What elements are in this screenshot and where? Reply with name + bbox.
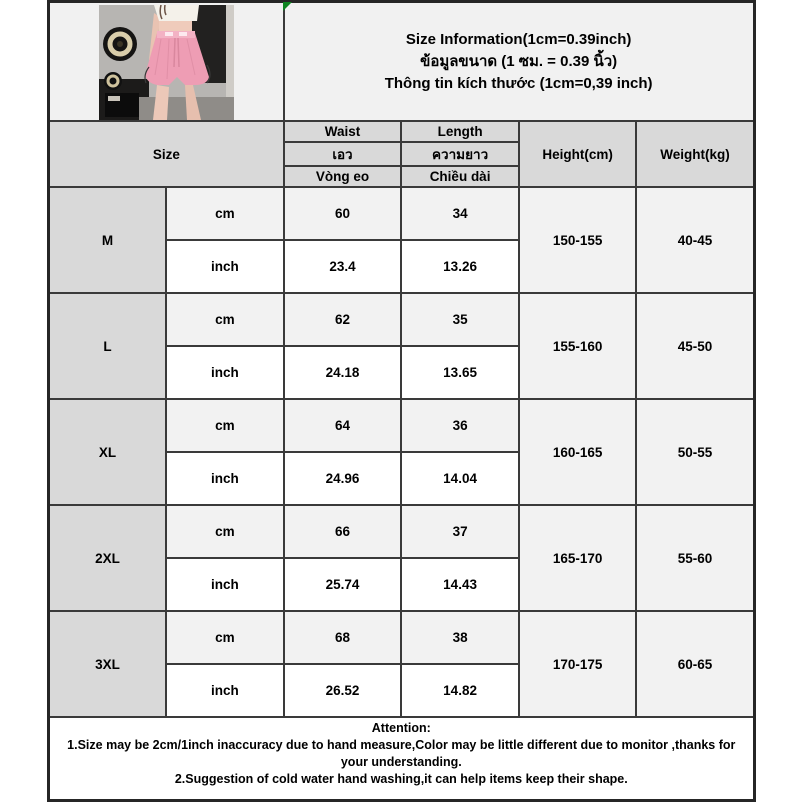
- height-value: 150-155: [519, 187, 637, 293]
- waist-header-th: เอว: [284, 142, 402, 166]
- length-inch-value: 14.82: [401, 664, 519, 717]
- product-photo: [99, 5, 234, 120]
- waist-inch-value: 23.4: [284, 240, 402, 293]
- header-row: [49, 2, 755, 122]
- height-value: 160-165: [519, 399, 637, 505]
- attention-row: [49, 717, 755, 800]
- waist-header-vi: Vòng eo: [284, 166, 402, 187]
- waist-cm-value: 68: [284, 611, 402, 664]
- length-cm-value: 36: [401, 399, 519, 452]
- weight-value: 55-60: [636, 505, 754, 611]
- length-header-vi: Chiều dài: [401, 166, 519, 187]
- length-inch-value: 13.65: [401, 346, 519, 399]
- waist-inch-value: 26.52: [284, 664, 402, 717]
- unit-label-cm: cm: [166, 505, 284, 558]
- waist-cm-value: 62: [284, 293, 402, 346]
- length-cm-value: 38: [401, 611, 519, 664]
- column-header-row-1: [49, 121, 755, 142]
- size-label: 2XL: [49, 505, 167, 611]
- length-cm-value: 35: [401, 293, 519, 346]
- length-cm-value: 34: [401, 187, 519, 240]
- waist-cm-value: 64: [284, 399, 402, 452]
- green-flag-marker: [283, 2, 292, 11]
- unit-label-inch: inch: [166, 346, 284, 399]
- waist-inch-value: 24.96: [284, 452, 402, 505]
- length-cm-value: 37: [401, 505, 519, 558]
- weight-column-header: Weight(kg): [636, 121, 754, 187]
- unit-label-cm: cm: [166, 187, 284, 240]
- weight-value: 40-45: [636, 187, 754, 293]
- attention-note: [49, 717, 755, 800]
- length-inch-value: 13.26: [401, 240, 519, 293]
- unit-label-inch: inch: [166, 558, 284, 611]
- length-inch-value: 14.43: [401, 558, 519, 611]
- size-column-header: Size: [49, 121, 284, 187]
- size-info-title-th: ข้อมูลขนาด (1 ซม. = 0.39 นิ้ว): [420, 52, 618, 70]
- size-chart-table: [47, 0, 756, 802]
- waist-inch-value: 25.74: [284, 558, 402, 611]
- weight-value: 50-55: [636, 399, 754, 505]
- table-row: [49, 611, 755, 664]
- weight-value: 45-50: [636, 293, 754, 399]
- size-info-title-en: Size Information(1cm=0.39inch): [405, 30, 632, 48]
- length-header-th: ความยาว: [401, 142, 519, 166]
- height-value: 165-170: [519, 505, 637, 611]
- unit-label-inch: inch: [166, 240, 284, 293]
- unit-label-cm: cm: [166, 293, 284, 346]
- height-value: 155-160: [519, 293, 637, 399]
- product-photo-cell: [49, 2, 284, 122]
- product-photo-illustration: [99, 5, 234, 120]
- attention-line-2: 2.Suggestion of cold water hand washing,it can help items keep their shape.: [174, 772, 628, 786]
- size-label: 3XL: [49, 611, 167, 717]
- length-inch-value: 14.04: [401, 452, 519, 505]
- waist-cm-value: 60: [284, 187, 402, 240]
- table-row: [49, 399, 755, 452]
- unit-label-inch: inch: [166, 452, 284, 505]
- attention-title: Attention:: [371, 721, 431, 735]
- unit-label-inch: inch: [166, 664, 284, 717]
- waist-header-en: Waist: [284, 121, 402, 142]
- size-info-header: [284, 2, 754, 122]
- height-column-header: Height(cm): [519, 121, 637, 187]
- size-label: L: [49, 293, 167, 399]
- size-label: XL: [49, 399, 167, 505]
- height-value: 170-175: [519, 611, 637, 717]
- unit-label-cm: cm: [166, 611, 284, 664]
- waist-inch-value: 24.18: [284, 346, 402, 399]
- unit-label-cm: cm: [166, 399, 284, 452]
- table-row: [49, 187, 755, 240]
- table-row: [49, 505, 755, 558]
- size-label: M: [49, 187, 167, 293]
- table-row: [49, 293, 755, 346]
- size-info-title-vi: Thông tin kích thước (1cm=0,39 inch): [384, 74, 653, 92]
- weight-value: 60-65: [636, 611, 754, 717]
- waist-cm-value: 66: [284, 505, 402, 558]
- attention-line-1: 1.Size may be 2cm/1inch inaccuracy due to hand measure,Color may be little different due to monitor ,thanks for your understanding.: [67, 738, 736, 769]
- length-header-en: Length: [401, 121, 519, 142]
